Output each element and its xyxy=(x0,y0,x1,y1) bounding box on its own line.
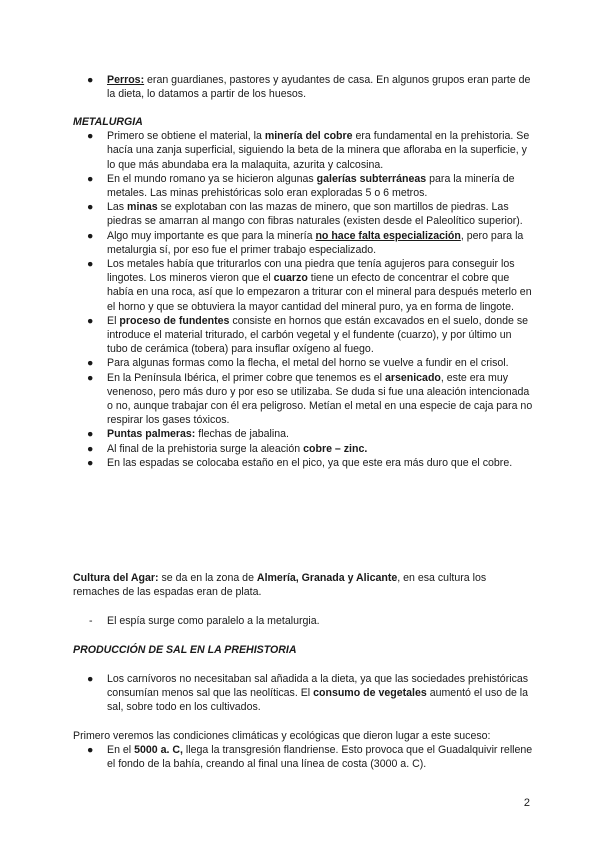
item-bold: no hace falta especialización xyxy=(315,229,461,242)
item-text: Los carnívoros no necesitaban sal añadida a la dieta, ya que las sociedades prehistóricas consumían menos sal que las neolíticas. El xyxy=(107,673,529,700)
list-item xyxy=(73,172,535,200)
item-bold: minería del cobre xyxy=(264,130,353,143)
bullet-icon: ● xyxy=(87,357,94,370)
item-text: En el mundo romano ya se hicieron algunas xyxy=(107,172,317,185)
list-item xyxy=(73,314,535,357)
list-item xyxy=(73,672,535,715)
list-item xyxy=(73,427,535,441)
paragraph-text: se da en la zona de xyxy=(158,572,257,584)
metalurgia-section xyxy=(73,115,535,470)
bullet-icon: ● xyxy=(87,201,94,214)
list-item xyxy=(73,442,535,456)
item-text: , este era muy venenoso, pero más duro y por eso se utilizaba. Se duda si fue una aleación intencionada o no, aunque trabajar con él era peligroso. Metían el metal en una especie de caja para no respirar los gases tóxicos. xyxy=(107,371,533,427)
item-bold: Puntas palmeras: xyxy=(107,428,196,441)
item-text: Para algunas formas como la flecha, el metal del horno se vuelve a fundir en el crisol. xyxy=(107,357,509,370)
term-agar: Cultura del Agar: xyxy=(73,572,159,584)
list-item xyxy=(73,456,535,470)
sal-section xyxy=(73,643,535,657)
bullet-icon: ● xyxy=(87,744,94,757)
item-text: aumentó el uso de la sal, sobre todo en los cultivados. xyxy=(107,687,529,714)
term-regions: Almería, Granada y Alicante xyxy=(256,572,398,584)
item-text: , pero para la metalurgia sí, por eso fue el primer trabajo especializado. xyxy=(107,229,524,256)
bullet-icon: ● xyxy=(87,442,94,455)
bullet-icon: ● xyxy=(87,172,94,185)
item-text: Primero se obtiene el material, la xyxy=(107,130,265,143)
item-text: era fundamental en la prehistoria. Se hacía una zanja superficial, siguiendo la beta de la minera que afloraba en la superficie, y lo que más abundaba era la malaquita, azurita y calcosina. xyxy=(107,130,530,171)
item-text: Algo muy importante es que para la minería xyxy=(107,229,316,242)
item-text: En la Península Ibérica, el primer cobre que tenemos es el xyxy=(107,371,385,384)
list-item xyxy=(73,73,535,101)
bullet-icon: ● xyxy=(87,371,94,384)
item-text: El xyxy=(107,314,120,327)
bullet-icon: ● xyxy=(87,130,94,143)
dash-bullet: - xyxy=(89,615,93,627)
paragraph-text: Primero veremos las condiciones climáticas y ecológicas que dieron lugar a este suceso: xyxy=(73,730,491,742)
item-text: Las xyxy=(107,201,128,214)
item-text: El espía surge como paralelo a la metalurgia. xyxy=(107,615,320,627)
item-text: llega la transgresión flandriense. Esto provoca que el Guadalquivir rellene el fondo de la bahía, creando al final una línea de costa (3000 a. C). xyxy=(107,744,533,771)
page-number: 2 xyxy=(523,797,530,809)
item-bold: 5000 a. C, xyxy=(134,744,183,757)
list-item xyxy=(73,129,535,172)
list-item xyxy=(73,257,535,314)
item-text: para la minería de metales. Las minas prehistóricas solo eran exploradas 5 o 6 metros. xyxy=(107,172,515,200)
bullet-icon: ● xyxy=(87,428,94,441)
item-bold: consumo de vegetales xyxy=(313,687,427,700)
bullet-icon: ● xyxy=(87,229,94,242)
perros-section xyxy=(73,73,535,101)
item-text: Los metales había que triturarlos con una piedra que tenía agujeros para conseguir los lingotes. Los mineros vieron que el xyxy=(107,258,515,285)
bullet-icon: ● xyxy=(87,456,94,469)
item-text: tiene un efecto de concentrar el cobre que había en una roca, así que lo empezaron a triturar con el mineral para después meterlo en el horno y que se obtuviera la mayor cantidad del mineral puro, ya en forma de lingote. xyxy=(107,272,532,313)
item-text: consiste en hornos que están excavados en el suelo, donde se introduce el material triturado, el carbón vegetal y el fundente (cuarzo), y por último un tubo de cerámica (tobera) para insuflar oxígeno al fuego. xyxy=(107,314,529,356)
item-text: Al final de la prehistoria surge la aleación xyxy=(107,442,304,455)
item-text: eran guardianes, pastores y ayudantes de casa. En algunos grupos eran parte de la dieta, lo datamos a partir de los huesos. xyxy=(107,74,531,101)
paragraph-text: , en esa cultura los remaches de las espadas eran de plata. xyxy=(73,572,487,599)
item-text: flechas de jabalina. xyxy=(195,428,289,441)
espia-section xyxy=(73,614,535,628)
item-bold: proceso de fundentes xyxy=(119,314,230,327)
term-perros: Perros: xyxy=(107,74,145,86)
section-heading-metalurgia: METALURGIA xyxy=(73,116,143,128)
sal-intro xyxy=(73,729,535,772)
list-item xyxy=(73,229,535,257)
item-bold: minas xyxy=(127,201,158,214)
item-text: se explotaban con las mazas de minero, que son martillos de piedras. Las piedras se amarran al mango con fibras naturales (existen desde el Paleolítico superior). xyxy=(107,201,523,228)
list-item xyxy=(73,614,535,628)
item-text: En las espadas se colocaba estaño en el pico, ya que este era más duro que el cobre. xyxy=(107,456,513,469)
item-bold: cobre – zinc. xyxy=(303,442,368,455)
sal-list xyxy=(73,672,535,715)
item-bold: galerías subterráneas xyxy=(316,172,427,185)
item-bold: arsenicado xyxy=(384,371,441,384)
item-text: En el xyxy=(107,744,135,757)
bullet-icon: ● xyxy=(87,258,94,271)
agar-paragraph xyxy=(73,571,535,599)
item-bold: cuarzo xyxy=(273,272,308,285)
bullet-icon: ● xyxy=(87,673,94,685)
list-item xyxy=(73,743,535,771)
list-item xyxy=(73,356,535,370)
section-heading-sal: PRODUCCIÓN DE SAL EN LA PREHISTORIA xyxy=(73,644,297,656)
bullet-icon: ● xyxy=(87,314,94,327)
list-item xyxy=(73,371,535,428)
list-item xyxy=(73,200,535,228)
bullet-icon: ● xyxy=(87,74,94,86)
